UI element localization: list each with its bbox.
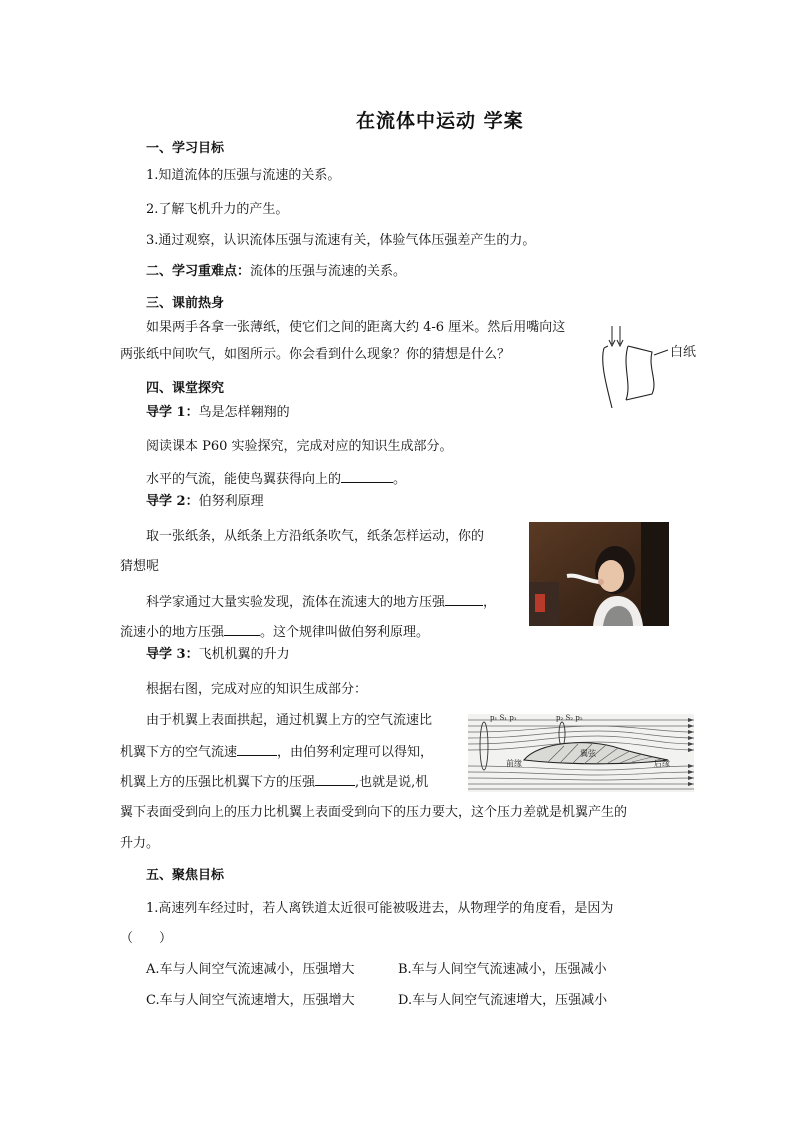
wing-airflow-diagram (468, 714, 694, 792)
guide-1-text: 阅读课本 P60 实验探究，完成对应的知识生成部分。 (146, 439, 453, 454)
page-title: 在流体中运动 学案 (356, 110, 524, 132)
guide-3-title: 导学 3：飞机机翼的升力 (146, 647, 290, 662)
guide-1-fill-line: 水平的气流，能使鸟翼获得向上的 。 (146, 469, 406, 488)
goal-item: 1.知道流体的压强与流速的关系。 (146, 168, 341, 183)
answer-blank[interactable] (237, 742, 277, 756)
guide-3-text: 翼下表面受到向上的压力比机翼上表面受到向下的压力要大，这个压力差就是机翼产生的 (120, 805, 628, 820)
guide-3-text: 升力。 (120, 836, 160, 851)
paper-blow-figure (598, 322, 708, 412)
guide-3-fill-line: 机翼下方的空气流速 ，由伯努利定理可以得知， (120, 742, 433, 761)
guide-3-text: 由于机翼上表面拱起，通过机翼上方的空气流速比 (146, 713, 433, 728)
section-heading-focus: 五、聚焦目标 (146, 868, 225, 883)
option-a[interactable]: A.车与人间空气流速减小，压强增大 (146, 962, 355, 977)
guide-2-fill-line: 流速小的地方压强 。这个规律叫做伯努利原理。 (120, 622, 429, 641)
guide-2-fill-line: 科学家通过大量实验发现，流体在流速大的地方压强 ， (146, 592, 496, 611)
question-1-paren: （ ） (120, 931, 173, 946)
key-points-text: 流体的压强与流速的关系。 (250, 264, 407, 279)
girl-blowing-paper-photo (529, 522, 669, 626)
option-c[interactable]: C.车与人间空气流速增大，压强增大 (146, 993, 355, 1008)
warmup-text-line: 如果两手各拿一张薄纸，使它们之间的距离大约 4-6 厘米。然后用嘴向这 (146, 320, 566, 335)
option-d[interactable]: D.车与人间空气流速增大，压强减小 (398, 993, 608, 1008)
section-heading-keypoints: 二、学习重难点： (146, 264, 251, 279)
goal-item: 2.了解飞机升力的产生。 (146, 202, 289, 217)
answer-blank[interactable] (224, 622, 260, 636)
goal-item: 3.通过观察，认识流体压强与流速有关，体验气体压强差产生的力。 (146, 233, 536, 248)
wing-label-p1: p₁ S₁ p₁ (490, 714, 517, 722)
answer-blank[interactable] (341, 469, 393, 483)
section-heading-goals: 一、学习目标 (146, 141, 225, 156)
guide-2-text: 取一张纸条，从纸条上方沿纸条吹气，纸条怎样运动，你的 (146, 529, 485, 544)
section-heading-warmup: 三、课前热身 (146, 296, 225, 311)
guide-2-title: 导学 2：伯努利原理 (146, 494, 264, 509)
option-b[interactable]: B.车与人间空气流速减小，压强减小 (398, 962, 607, 977)
wing-label-chord: 翼弦 (580, 749, 596, 758)
section-heading-explore: 四、课堂探究 (146, 381, 225, 396)
guide-3-text: 根据右图，完成对应的知识生成部分： (146, 682, 368, 697)
question-1-stem: 1.高速列车经过时，若人离铁道太近很可能被吸进去，从物理学的角度看，是因为 (146, 901, 614, 916)
answer-blank[interactable] (315, 772, 355, 786)
guide-2-text: 猜想呢 (120, 559, 160, 574)
guide-1-title: 导学 1：鸟是怎样翱翔的 (146, 405, 290, 420)
key-points (146, 263, 406, 280)
wing-label-p2: p₂ S₂ p₂ (556, 714, 583, 722)
warmup-text-line: 两张纸中间吹气，如图所示。你会看到什么现象？你的猜想是什么？ (120, 347, 511, 362)
guide-3-fill-line: 机翼上方的压强比机翼下方的压强 ,也就是说,机 (120, 772, 428, 791)
wing-label-front: 前缘 (506, 759, 522, 768)
answer-blank[interactable] (445, 592, 483, 606)
paper-label: 白纸 (670, 345, 697, 360)
wing-label-back: 后缘 (654, 759, 670, 768)
